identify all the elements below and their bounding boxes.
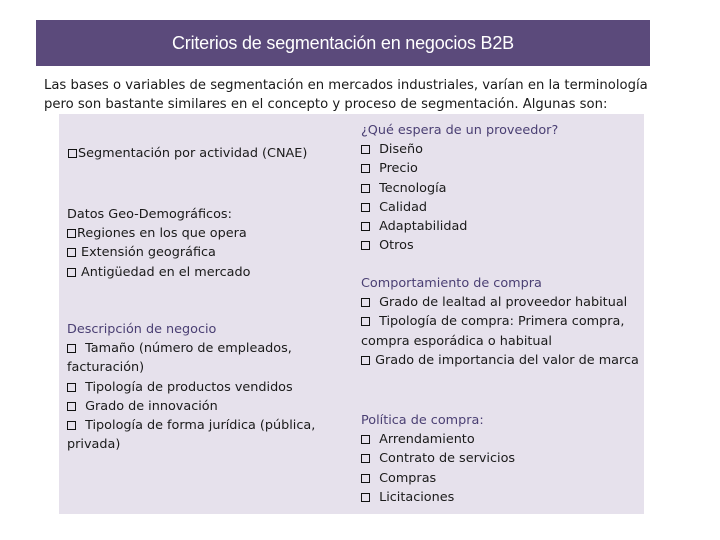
checkbox-bullet-icon: [361, 435, 370, 444]
list-item: Calidad: [361, 198, 558, 217]
checkbox-bullet-icon: [67, 344, 76, 353]
list-item: Grado de lealtad al proveedor habitual: [361, 293, 639, 312]
checkbox-bullet-icon: [361, 145, 370, 154]
section-title: Datos Geo-Demográficos:: [67, 207, 232, 222]
right-panel: [354, 114, 644, 514]
politica-block: [361, 411, 515, 507]
geo-block: [67, 205, 250, 282]
checkbox-bullet-icon: [361, 474, 370, 483]
list-item: Regiones en los que opera: [67, 224, 250, 243]
list-item: Contrato de servicios: [361, 449, 515, 468]
list-item: Tipología de compra: Primera compra, compra esporádica o habitual: [361, 314, 625, 349]
proveedor-block: [361, 121, 558, 255]
list-item: Grado de innovación: [67, 397, 339, 416]
negocio-block: [67, 320, 339, 454]
checkbox-bullet-icon: [361, 356, 370, 365]
list-item: Arrendamiento: [361, 430, 515, 449]
section-title: Política de compra:: [361, 413, 484, 428]
actividad-block: [68, 144, 307, 163]
section-title: Comportamiento de compra: [361, 276, 542, 291]
list-item: Otros: [361, 236, 558, 255]
checkbox-bullet-icon: [67, 229, 76, 238]
list-item: Compras: [361, 469, 515, 488]
left-panel: [59, 114, 354, 514]
section-title: ¿Qué espera de un proveedor?: [361, 123, 559, 138]
compra-block: [361, 274, 639, 370]
list-item: Adaptabilidad: [361, 217, 558, 236]
list-item: Precio: [361, 159, 558, 178]
checkbox-bullet-icon: [67, 421, 76, 430]
section-title: Descripción de negocio: [67, 322, 217, 337]
checkbox-bullet-icon: [67, 383, 76, 392]
checkbox-bullet-icon: [361, 184, 370, 193]
checkbox-bullet-icon: [361, 298, 370, 307]
list-item: Segmentación por actividad (CNAE): [68, 144, 307, 163]
list-item: Extensión geográfica: [67, 243, 250, 262]
checkbox-bullet-icon: [361, 454, 370, 463]
checkbox-bullet-icon: [361, 317, 370, 326]
title-bar: [36, 20, 650, 66]
checkbox-bullet-icon: [67, 268, 76, 277]
checkbox-bullet-icon: [361, 164, 370, 173]
checkbox-bullet-icon: [361, 241, 370, 250]
list-item: Licitaciones: [361, 488, 515, 507]
list-item: Grado de importancia del valor de marca: [361, 351, 639, 370]
list-item: Tipología de productos vendidos: [67, 378, 339, 397]
list-item: Tamaño (número de empleados, facturación): [67, 341, 292, 376]
list-item: Tecnología: [361, 179, 558, 198]
checkbox-bullet-icon: [67, 402, 76, 411]
list-item: Antigüedad en el mercado: [67, 263, 250, 282]
list-item: Tipología de forma jurídica (pública, privada): [67, 418, 316, 453]
checkbox-bullet-icon: [68, 149, 77, 158]
checkbox-bullet-icon: [67, 248, 76, 257]
intro-text: Las bases o variables de segmentación en mercados industriales, varían en la terminología pero son bastante similares en el concepto y proceso de segmentación. Algunas son:: [44, 78, 648, 112]
slide-title: Criterios de segmentación en negocios B2B: [171, 32, 514, 53]
checkbox-bullet-icon: [361, 203, 370, 212]
list-item: Diseño: [361, 140, 558, 159]
checkbox-bullet-icon: [361, 493, 370, 502]
checkbox-bullet-icon: [361, 222, 370, 231]
